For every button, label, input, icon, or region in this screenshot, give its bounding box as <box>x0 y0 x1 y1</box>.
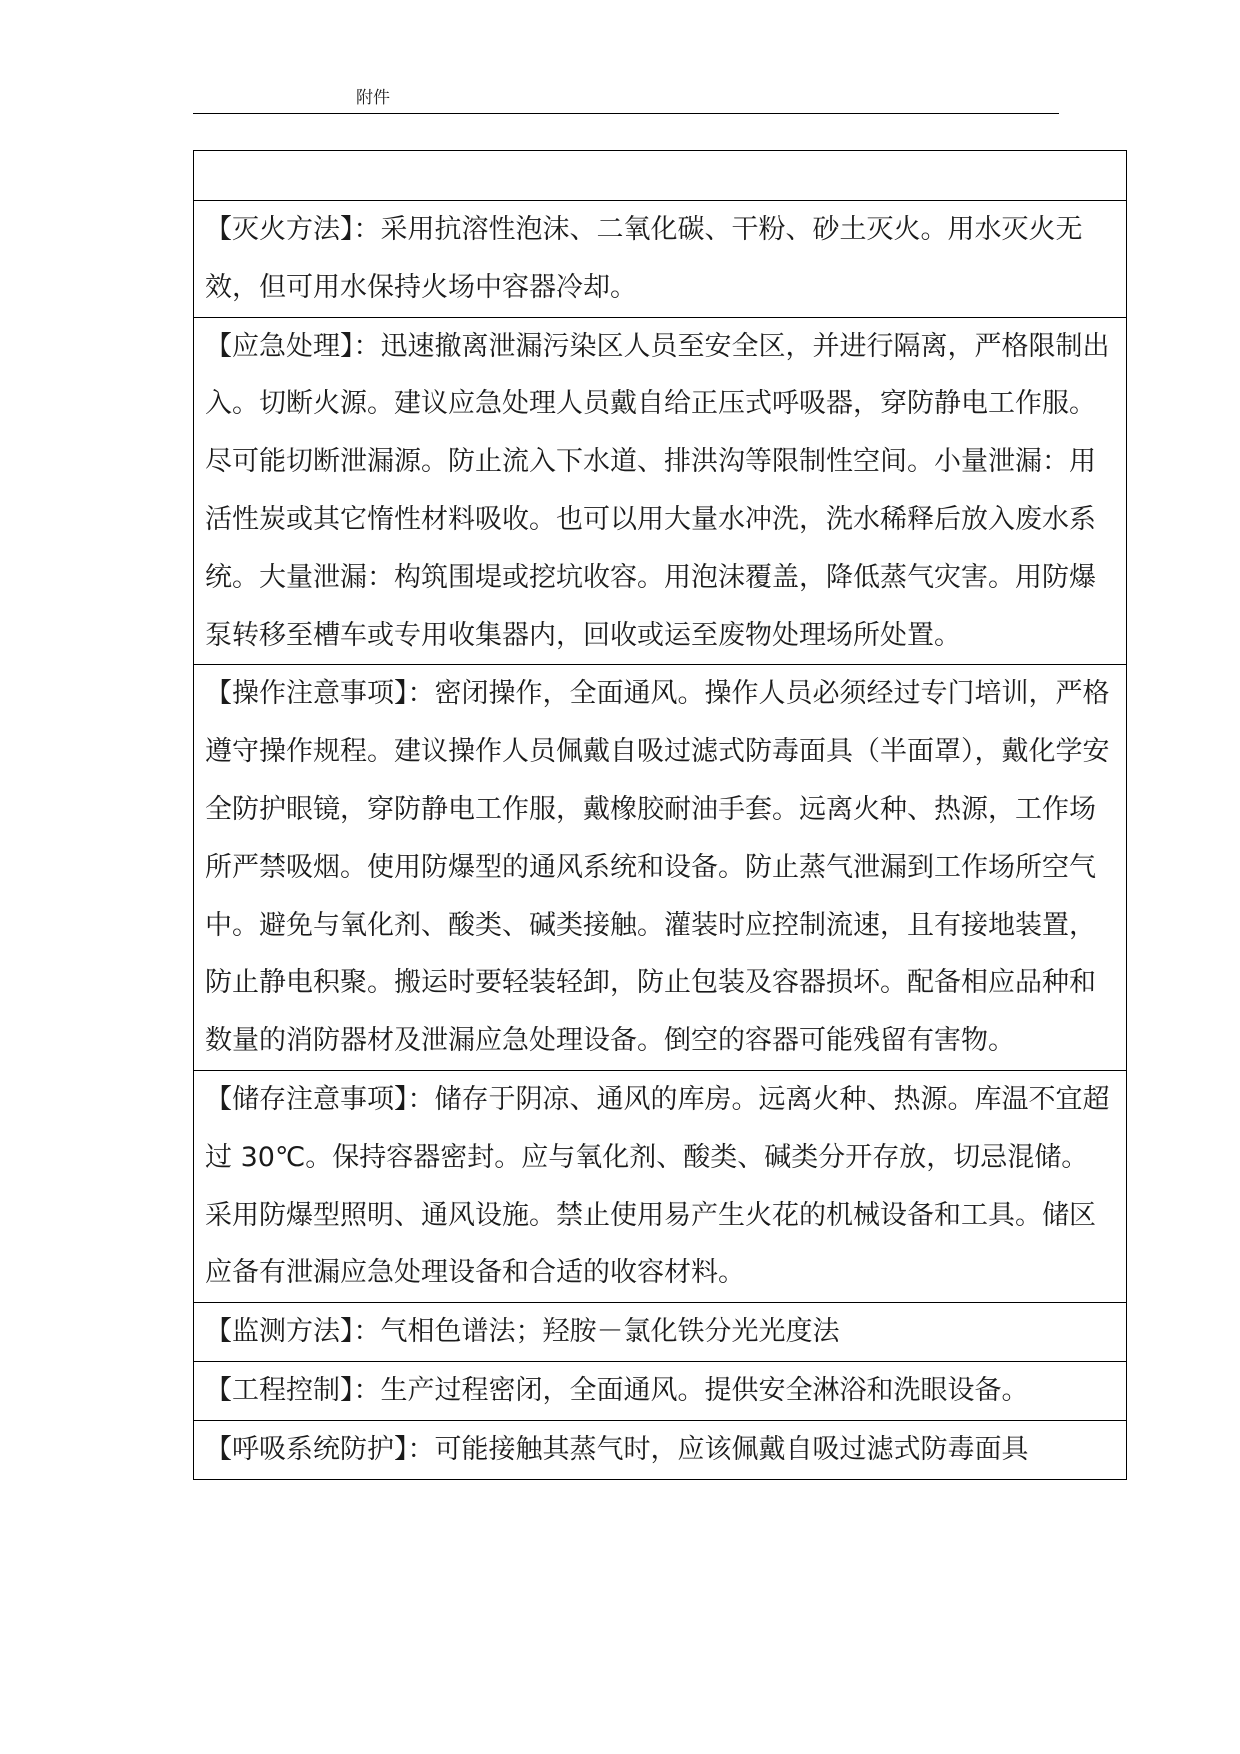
section-monitoring-methods <box>194 1303 1127 1362</box>
section-engineering-controls <box>194 1361 1127 1420</box>
section-fire-fighting-text: 【灭火方法】：采用抗溶性泡沫、二氧化碳、干粉、砂土灭火。用水灭火无效，但可用水保持火场中容器冷却。 <box>194 201 1127 318</box>
section-fire-fighting <box>194 201 1127 318</box>
section-respiratory-protection <box>194 1420 1127 1479</box>
section-storage-precautions-text: 【储存注意事项】：储存于阴凉、通风的库房。远离火种、热源。库温不宜超过 30℃。保持容器密封。应与氧化剂、酸类、碱类分开存放，切忌混储。采用防爆型照明、通风设施。禁止使用易产生火花的机械设备和工具。储区应备有泄漏应急处理设备和合适的收容材料。 <box>194 1070 1127 1302</box>
blank-row <box>194 151 1127 201</box>
section-emergency-response-text: 【应急处理】：迅速撤离泄漏污染区人员至安全区，并进行隔离，严格限制出入。切断火源。建议应急处理人员戴自给正压式呼吸器，穿防静电工作服。尽可能切断泄漏源。防止流入下水道、排洪沟等限制性空间。小量泄漏：用活性炭或其它惰性材料吸收。也可以用大量水冲洗，洗水稀释后放入废水系统。大量泄漏：构筑围堤或挖坑收容。用泡沫覆盖，降低蒸气灾害。用防爆泵转移至槽车或专用收集器内，回收或运至废物处理场所处置。 <box>194 317 1127 665</box>
section-emergency-response <box>194 317 1127 665</box>
section-handling-precautions <box>194 665 1127 1071</box>
section-monitoring-methods-text: 【监测方法】：气相色谱法；羟胺－氯化铁分光光度法 <box>194 1303 1127 1362</box>
section-handling-precautions-text: 【操作注意事项】：密闭操作，全面通风。操作人员必须经过专门培训，严格遵守操作规程。建议操作人员佩戴自吸过滤式防毒面具（半面罩），戴化学安全防护眼镜，穿防静电工作服，戴橡胶耐油手套。远离火种、热源，工作场所严禁吸烟。使用防爆型的通风系统和设备。防止蒸气泄漏到工作场所空气中。避免与氧化剂、酸类、碱类接触。灌装时应控制流速，且有接地装置，防止静电积聚。搬运时要轻装轻卸，防止包装及容器损坏。配备相应品种和数量的消防器材及泄漏应急处理设备。倒空的容器可能残留有害物。 <box>194 665 1127 1071</box>
section-engineering-controls-text: 【工程控制】：生产过程密闭，全面通风。提供安全淋浴和洗眼设备。 <box>194 1361 1127 1420</box>
section-respiratory-protection-text: 【呼吸系统防护】：可能接触其蒸气时，应该佩戴自吸过滤式防毒面具 <box>194 1420 1127 1479</box>
blank-cell <box>194 151 1127 201</box>
section-storage-precautions <box>194 1070 1127 1302</box>
header-label: 附件 <box>356 88 390 108</box>
header-rule <box>193 113 1059 114</box>
msds-table <box>193 150 1127 1480</box>
